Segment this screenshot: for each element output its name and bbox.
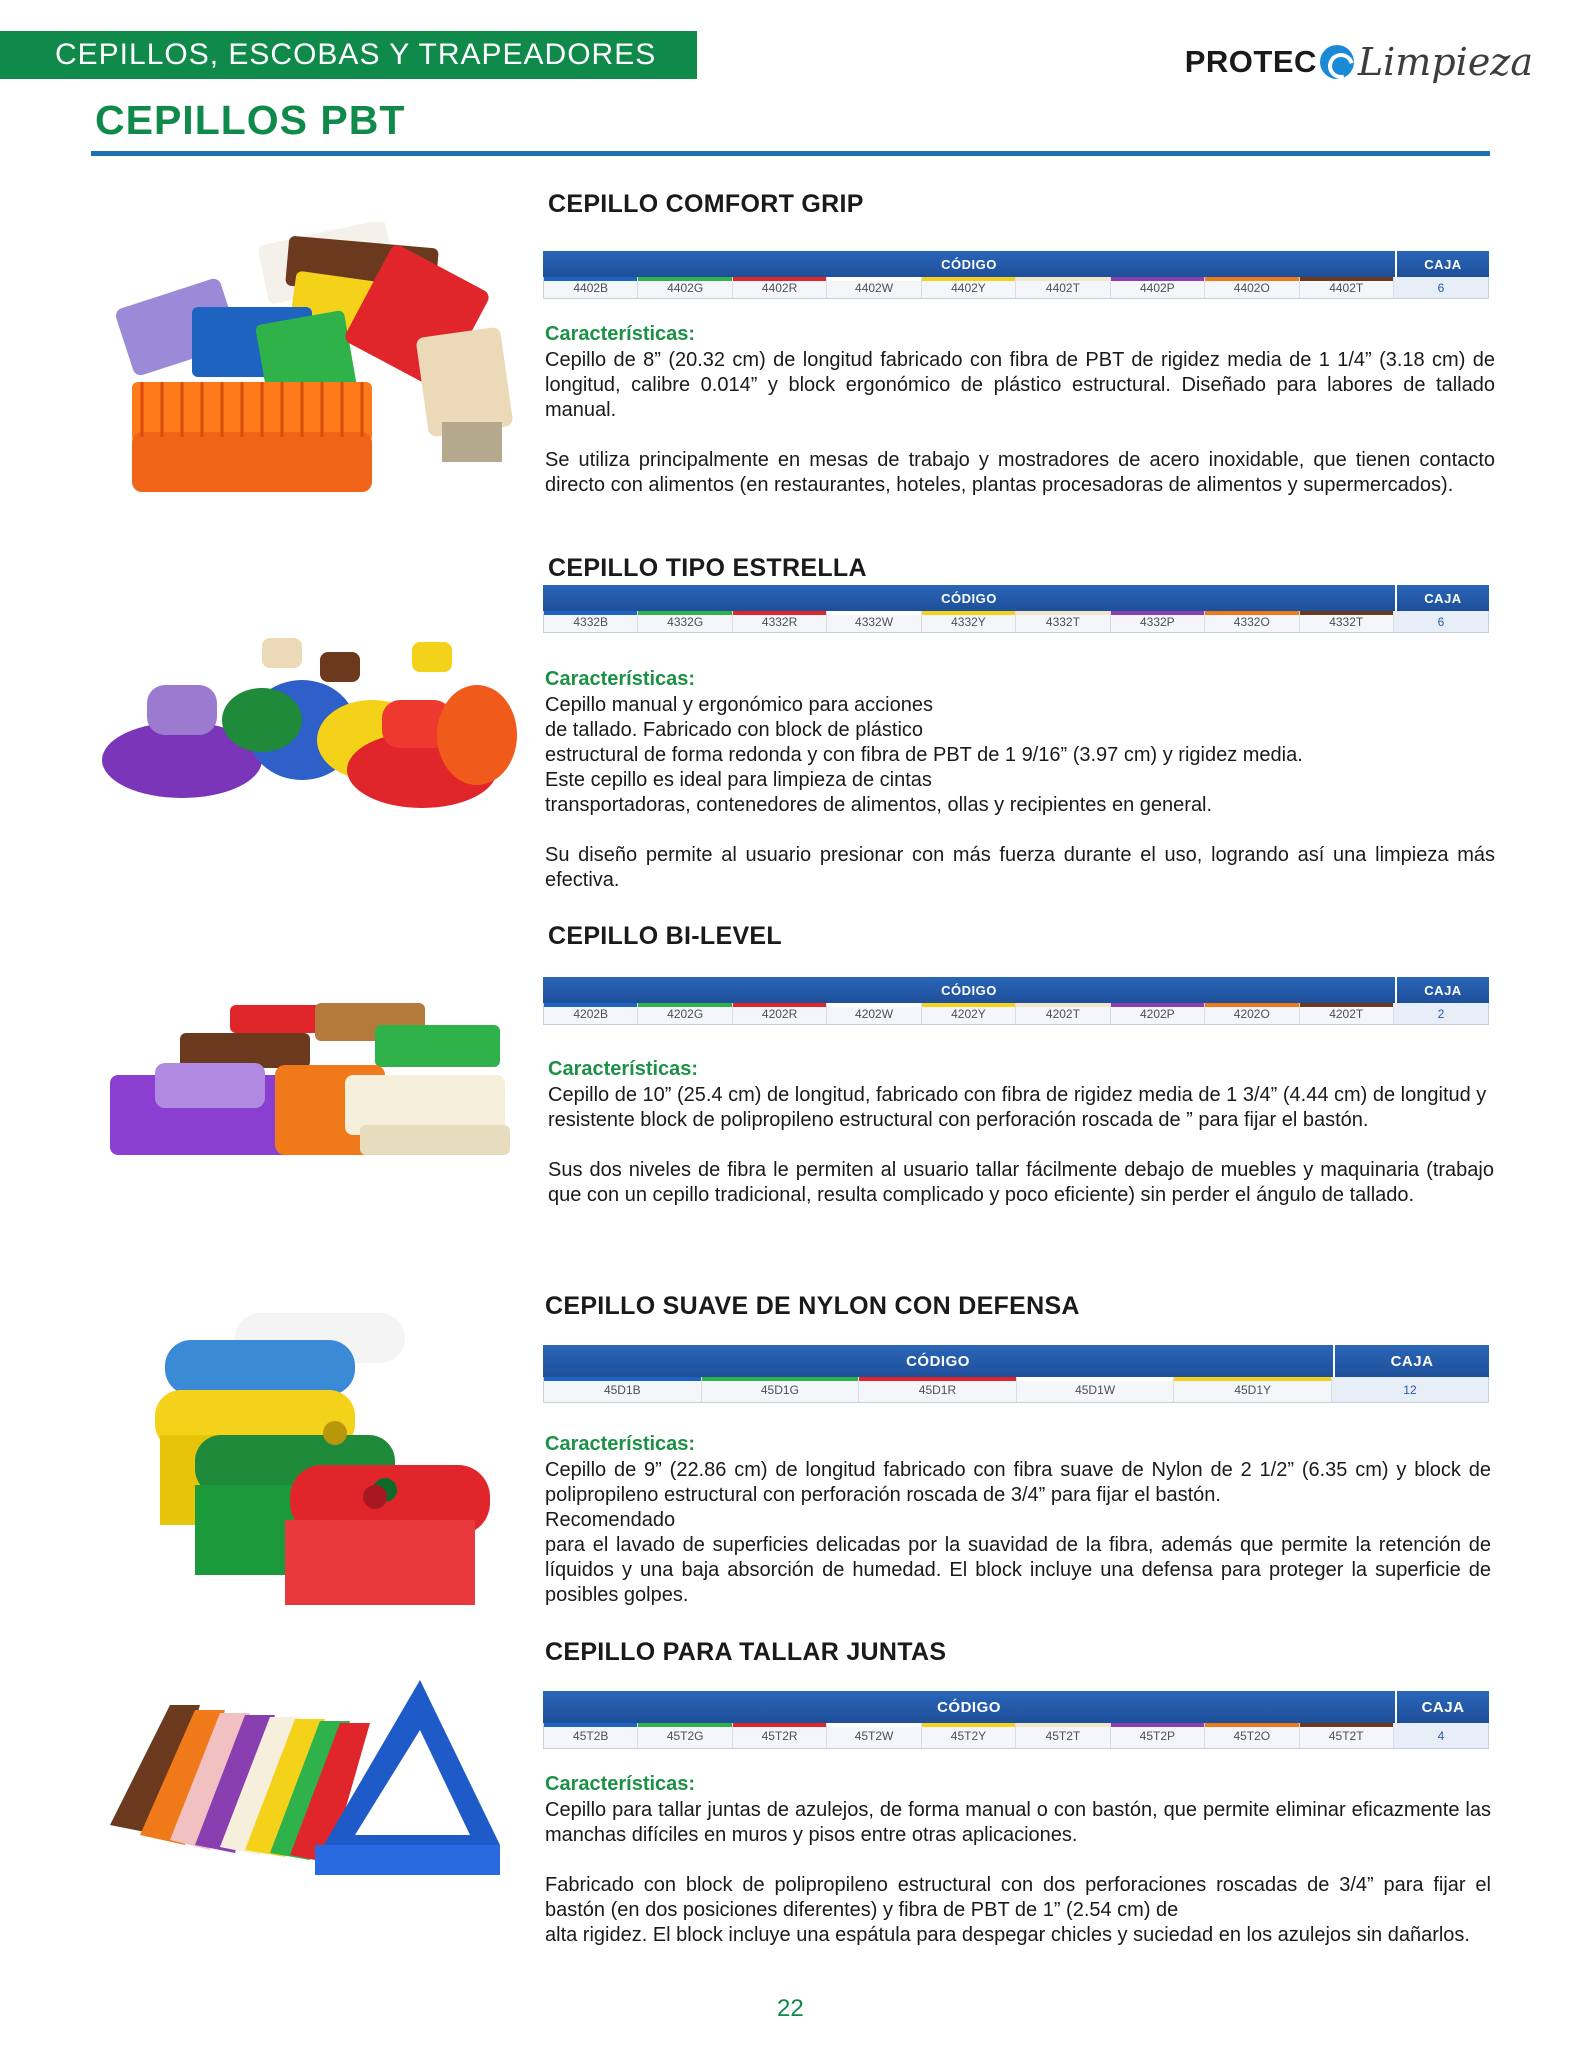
- color-stripe: [827, 277, 920, 281]
- code-cell: [638, 277, 732, 298]
- code-cell: [544, 1377, 702, 1402]
- grout-brush-image: [100, 1675, 505, 1880]
- code-text: 45T2B: [573, 1728, 609, 1743]
- code-text: 4402W: [855, 280, 894, 295]
- code-text: 4332B: [573, 614, 609, 629]
- features-label: Características:: [548, 1058, 699, 1080]
- description-line: Cepillo de 9” (22.86 cm) de longitud fabricado con fibra suave de Nylon de 2 1/2” (6.35 cm) y block de polipropileno estructural con perforación roscada de 3/4” para fijar el bastón.: [545, 1459, 1491, 1506]
- code-table-header: [543, 1345, 1489, 1377]
- code-text: 45T2P: [1139, 1728, 1176, 1743]
- box-header: CAJA: [1395, 977, 1489, 1003]
- description-line: Fabricado con block de polipropileno estructural con dos perforaciones roscadas de 3/4” para fijar el bastón (en dos posiciones diferentes) y fibra de PBT de 1” (2.54 cm) de: [545, 1874, 1491, 1921]
- description-paragraph: Sus dos niveles de fibra le permiten al usuario tallar fácilmente debajo de muebles y maquinaria (trabajo que con un cepillo tradicional, resulta complicado y poco eficiente) sin perder el ángulo de tallado.: [548, 1159, 1494, 1206]
- product-title: CEPILLO BI-LEVEL: [548, 922, 782, 950]
- color-stripe: [827, 611, 920, 615]
- code-table-header: [543, 977, 1489, 1003]
- code-text: 4402R: [761, 280, 798, 295]
- section-title: CEPILLOS, ESCOBAS Y TRAPEADORES: [55, 38, 657, 71]
- color-stripe: [1300, 277, 1393, 281]
- code-text: 4202R: [761, 1006, 798, 1021]
- code-text: 4402P: [1139, 280, 1175, 295]
- code-text: 45T2T: [1045, 1728, 1081, 1743]
- color-stripe: [733, 277, 826, 281]
- code-cell: [544, 1723, 638, 1748]
- code-text: 45D1R: [918, 1382, 957, 1397]
- title-divider: [91, 151, 1490, 156]
- code-text: 4202B: [573, 1006, 609, 1021]
- color-stripe: [733, 1723, 826, 1727]
- code-cell: [702, 1377, 860, 1402]
- color-stripe: [1016, 611, 1109, 615]
- brand-mark-icon: [1320, 45, 1354, 79]
- features-label: Características:: [545, 668, 696, 690]
- color-stripe: [544, 1377, 701, 1381]
- color-stripe: [1205, 277, 1298, 281]
- code-cell: [1205, 1723, 1299, 1748]
- code-cell: [1111, 611, 1205, 632]
- code-table: [543, 251, 1489, 299]
- description-line: Este cepillo es ideal para limpieza de cintas: [545, 769, 932, 791]
- description-line: Recomendado: [545, 1509, 676, 1531]
- code-text: 4332T: [1329, 614, 1364, 629]
- description-paragraph: Cepillo de 8” (20.32 cm) de longitud fabricado con fibra de PBT de rigidez media de 1 1/4” (3.18 cm) de longitud, calibre 0.014” y block ergonómico de plástico estructural. Diseñado para labores de tallado manual.: [545, 349, 1495, 421]
- code-cell: [1016, 277, 1110, 298]
- code-cell: [1016, 1003, 1110, 1024]
- code-text: 4402Y: [951, 280, 986, 295]
- description-line: de tallado. Fabricado con block de plástico: [545, 719, 924, 741]
- code-text: 4402T: [1045, 280, 1080, 295]
- box-cell: 2: [1394, 1003, 1488, 1024]
- product-title: CEPILLO PARA TALLAR JUNTAS: [545, 1638, 947, 1666]
- code-cell: [638, 1723, 732, 1748]
- code-row: [543, 1377, 1489, 1403]
- description-paragraph: Cepillo de 10” (25.4 cm) de longitud, fabricado con fibra de rigidez media de 1 3/4” (4.44 cm) de longitud y resistente block de polipropileno estructural con perforación roscada de ” para fijar el bastón.: [548, 1084, 1487, 1131]
- code-text: 4202T: [1045, 1006, 1080, 1021]
- code-cell: [544, 1003, 638, 1024]
- code-text: 4402B: [573, 280, 609, 295]
- code-cell: [827, 1723, 921, 1748]
- code-cell: [1205, 1003, 1299, 1024]
- code-cell: [1205, 611, 1299, 632]
- features-label: Características:: [545, 1773, 696, 1795]
- color-stripe: [1111, 611, 1204, 615]
- box-header: CAJA: [1395, 251, 1489, 277]
- code-text: 4202T: [1329, 1006, 1364, 1021]
- code-header: CÓDIGO: [937, 1698, 1001, 1716]
- code-cell: [1300, 277, 1394, 298]
- code-cell: [1017, 1377, 1175, 1402]
- code-row: [543, 1003, 1489, 1025]
- code-table-header: [543, 1691, 1489, 1723]
- product-description: [548, 1083, 1494, 1208]
- color-stripe: [1205, 1723, 1298, 1727]
- features-label: Características:: [545, 323, 696, 345]
- code-text: 45D1W: [1075, 1382, 1116, 1397]
- color-stripe: [544, 277, 637, 281]
- code-text: 4332R: [761, 614, 798, 629]
- code-text: 45D1B: [603, 1382, 641, 1397]
- box-cell: 6: [1394, 611, 1488, 632]
- bi-level-brush-image: [105, 995, 515, 1170]
- color-stripe: [702, 1377, 859, 1381]
- color-stripe: [922, 1003, 1015, 1007]
- description-line: para el lavado de superficies delicadas por la suavidad de la fibra, además que permite la retención de líquidos y una baja absorción de humedad. El block incluye una defensa para proteger la superficie de posibles golpes.: [545, 1534, 1491, 1606]
- color-stripe: [827, 1723, 920, 1727]
- code-cell: [827, 611, 921, 632]
- color-stripe: [1300, 611, 1393, 615]
- code-header: CÓDIGO: [941, 256, 997, 272]
- code-text: 4332W: [855, 614, 894, 629]
- box-cell: 12: [1332, 1377, 1488, 1402]
- code-cell: [638, 611, 732, 632]
- color-stripe: [1016, 1723, 1109, 1727]
- color-stripe: [544, 1003, 637, 1007]
- code-text: 4402G: [667, 280, 704, 295]
- color-stripe: [1017, 1377, 1174, 1381]
- code-cell: [1016, 1723, 1110, 1748]
- code-cell: [1300, 611, 1394, 632]
- code-cell: [1111, 1003, 1205, 1024]
- code-text: 4332T: [1045, 614, 1080, 629]
- color-stripe: [922, 611, 1015, 615]
- code-header: CÓDIGO: [941, 590, 997, 606]
- color-stripe: [1300, 1003, 1393, 1007]
- code-cell: [922, 277, 1016, 298]
- code-text: 45T2Y: [950, 1728, 987, 1743]
- product-description: [545, 693, 1495, 893]
- code-row: [543, 1723, 1489, 1749]
- code-text: 45D1G: [760, 1382, 799, 1397]
- color-stripe: [859, 1377, 1016, 1381]
- code-cell: [1174, 1377, 1332, 1402]
- code-text: 45T2W: [854, 1728, 894, 1743]
- description-paragraph: Su diseño permite al usuario presionar con más fuerza durante el uso, logrando así una limpieza más efectiva.: [545, 844, 1495, 891]
- product-title: CEPILLO TIPO ESTRELLA: [548, 554, 867, 582]
- code-text: 45T2T: [1328, 1728, 1364, 1743]
- code-cell: [733, 1723, 827, 1748]
- brand-word: PROTEC: [1184, 44, 1317, 79]
- code-text: 4332Y: [951, 614, 986, 629]
- color-stripe: [1205, 611, 1298, 615]
- color-stripe: [1300, 1723, 1393, 1727]
- code-cell: [1111, 277, 1205, 298]
- code-cell: [922, 1003, 1016, 1024]
- code-text: 4402O: [1233, 280, 1270, 295]
- code-text: 4202Y: [951, 1006, 986, 1021]
- description-line: Cepillo manual y ergonómico para acciones: [545, 694, 933, 716]
- code-text: 4332O: [1233, 614, 1270, 629]
- product-title: CEPILLO SUAVE DE NYLON CON DEFENSA: [545, 1292, 1080, 1320]
- code-table: [543, 1691, 1489, 1749]
- color-stripe: [733, 611, 826, 615]
- code-cell: [1300, 1723, 1394, 1748]
- nylon-brush-image: [135, 1295, 500, 1610]
- section-banner: [0, 31, 697, 79]
- code-cell: [733, 277, 827, 298]
- product-description: [545, 1458, 1491, 1608]
- color-stripe: [638, 277, 731, 281]
- code-cell: [922, 611, 1016, 632]
- code-text: 4202W: [855, 1006, 894, 1021]
- code-table-header: [543, 585, 1489, 611]
- color-stripe: [1016, 1003, 1109, 1007]
- code-row: [543, 277, 1489, 299]
- page-number: 22: [777, 1995, 804, 2022]
- code-cell: [544, 611, 638, 632]
- code-table: [543, 585, 1489, 633]
- description-line: alta rigidez. El block incluye una espátula para despegar chicles y suciedad en los azulejos sin dañarlos.: [545, 1924, 1470, 1946]
- brand-logo: [1185, 34, 1533, 90]
- code-cell: [544, 277, 638, 298]
- code-table: [543, 1345, 1489, 1403]
- box-header: CAJA: [1395, 585, 1489, 611]
- color-stripe: [1174, 1377, 1331, 1381]
- color-stripe: [1111, 1723, 1204, 1727]
- color-stripe: [827, 1003, 920, 1007]
- color-stripe: [638, 1003, 731, 1007]
- code-cell: [638, 1003, 732, 1024]
- code-cell: [827, 1003, 921, 1024]
- description-paragraph: Cepillo para tallar juntas de azulejos, de forma manual o con bastón, que permite eliminar eficazmente las manchas difíciles en muros y pisos entre otras aplicaciones.: [545, 1799, 1491, 1846]
- code-text: 45T2G: [666, 1728, 704, 1743]
- code-text: 4202P: [1139, 1006, 1175, 1021]
- code-table-header: [543, 251, 1489, 277]
- comfort-grip-brush-image: [102, 222, 517, 512]
- code-text: 4332G: [667, 614, 704, 629]
- code-cell: [922, 1723, 1016, 1748]
- code-table: [543, 977, 1489, 1025]
- color-stripe: [1111, 277, 1204, 281]
- color-stripe: [638, 611, 731, 615]
- color-stripe: [544, 611, 637, 615]
- description-line: transportadoras, contenedores de alimentos, ollas y recipientes en general.: [545, 794, 1213, 816]
- color-stripe: [1205, 1003, 1298, 1007]
- product-description: [545, 1798, 1491, 1948]
- code-cell: [1300, 1003, 1394, 1024]
- code-text: 4402T: [1329, 280, 1364, 295]
- box-cell: 4: [1394, 1723, 1488, 1748]
- code-text: 45D1Y: [1234, 1382, 1272, 1397]
- box-header: CAJA: [1395, 1691, 1489, 1723]
- color-stripe: [638, 1723, 731, 1727]
- product-title: CEPILLO COMFORT GRIP: [548, 190, 864, 218]
- code-cell: [733, 611, 827, 632]
- code-row: [543, 611, 1489, 633]
- star-brush-image: [102, 630, 517, 820]
- code-header: CÓDIGO: [941, 982, 997, 998]
- color-stripe: [922, 1723, 1015, 1727]
- description-paragraph: Se utiliza principalmente en mesas de trabajo y mostradores de acero inoxidable, que tienen contacto directo con alimentos (en restaurantes, hoteles, plantas procesadoras de alimentos y supermercados).: [545, 449, 1495, 496]
- code-cell: [827, 277, 921, 298]
- code-cell: [1016, 611, 1110, 632]
- color-stripe: [1111, 1003, 1204, 1007]
- description-line: estructural de forma redonda y con fibra de PBT de 1 9/16” (3.97 cm) y rigidez media.: [545, 744, 1303, 766]
- color-stripe: [1016, 277, 1109, 281]
- code-cell: [1111, 1723, 1205, 1748]
- code-cell: [859, 1377, 1017, 1402]
- color-stripe: [733, 1003, 826, 1007]
- color-stripe: [922, 277, 1015, 281]
- brand-script: Limpieza: [1357, 40, 1533, 84]
- code-header: CÓDIGO: [906, 1352, 970, 1370]
- code-cell: [1205, 277, 1299, 298]
- code-text: 45T2R: [761, 1728, 798, 1743]
- code-text: 4202G: [667, 1006, 704, 1021]
- features-label: Características:: [545, 1433, 696, 1455]
- code-text: 4332P: [1139, 614, 1175, 629]
- color-stripe: [544, 1723, 637, 1727]
- box-header: CAJA: [1333, 1345, 1489, 1377]
- page-title: CEPILLOS PBT: [95, 97, 406, 143]
- code-cell: [733, 1003, 827, 1024]
- product-description: [545, 348, 1495, 498]
- box-cell: 6: [1394, 277, 1488, 298]
- code-text: 45T2O: [1233, 1728, 1271, 1743]
- code-text: 4202O: [1233, 1006, 1270, 1021]
